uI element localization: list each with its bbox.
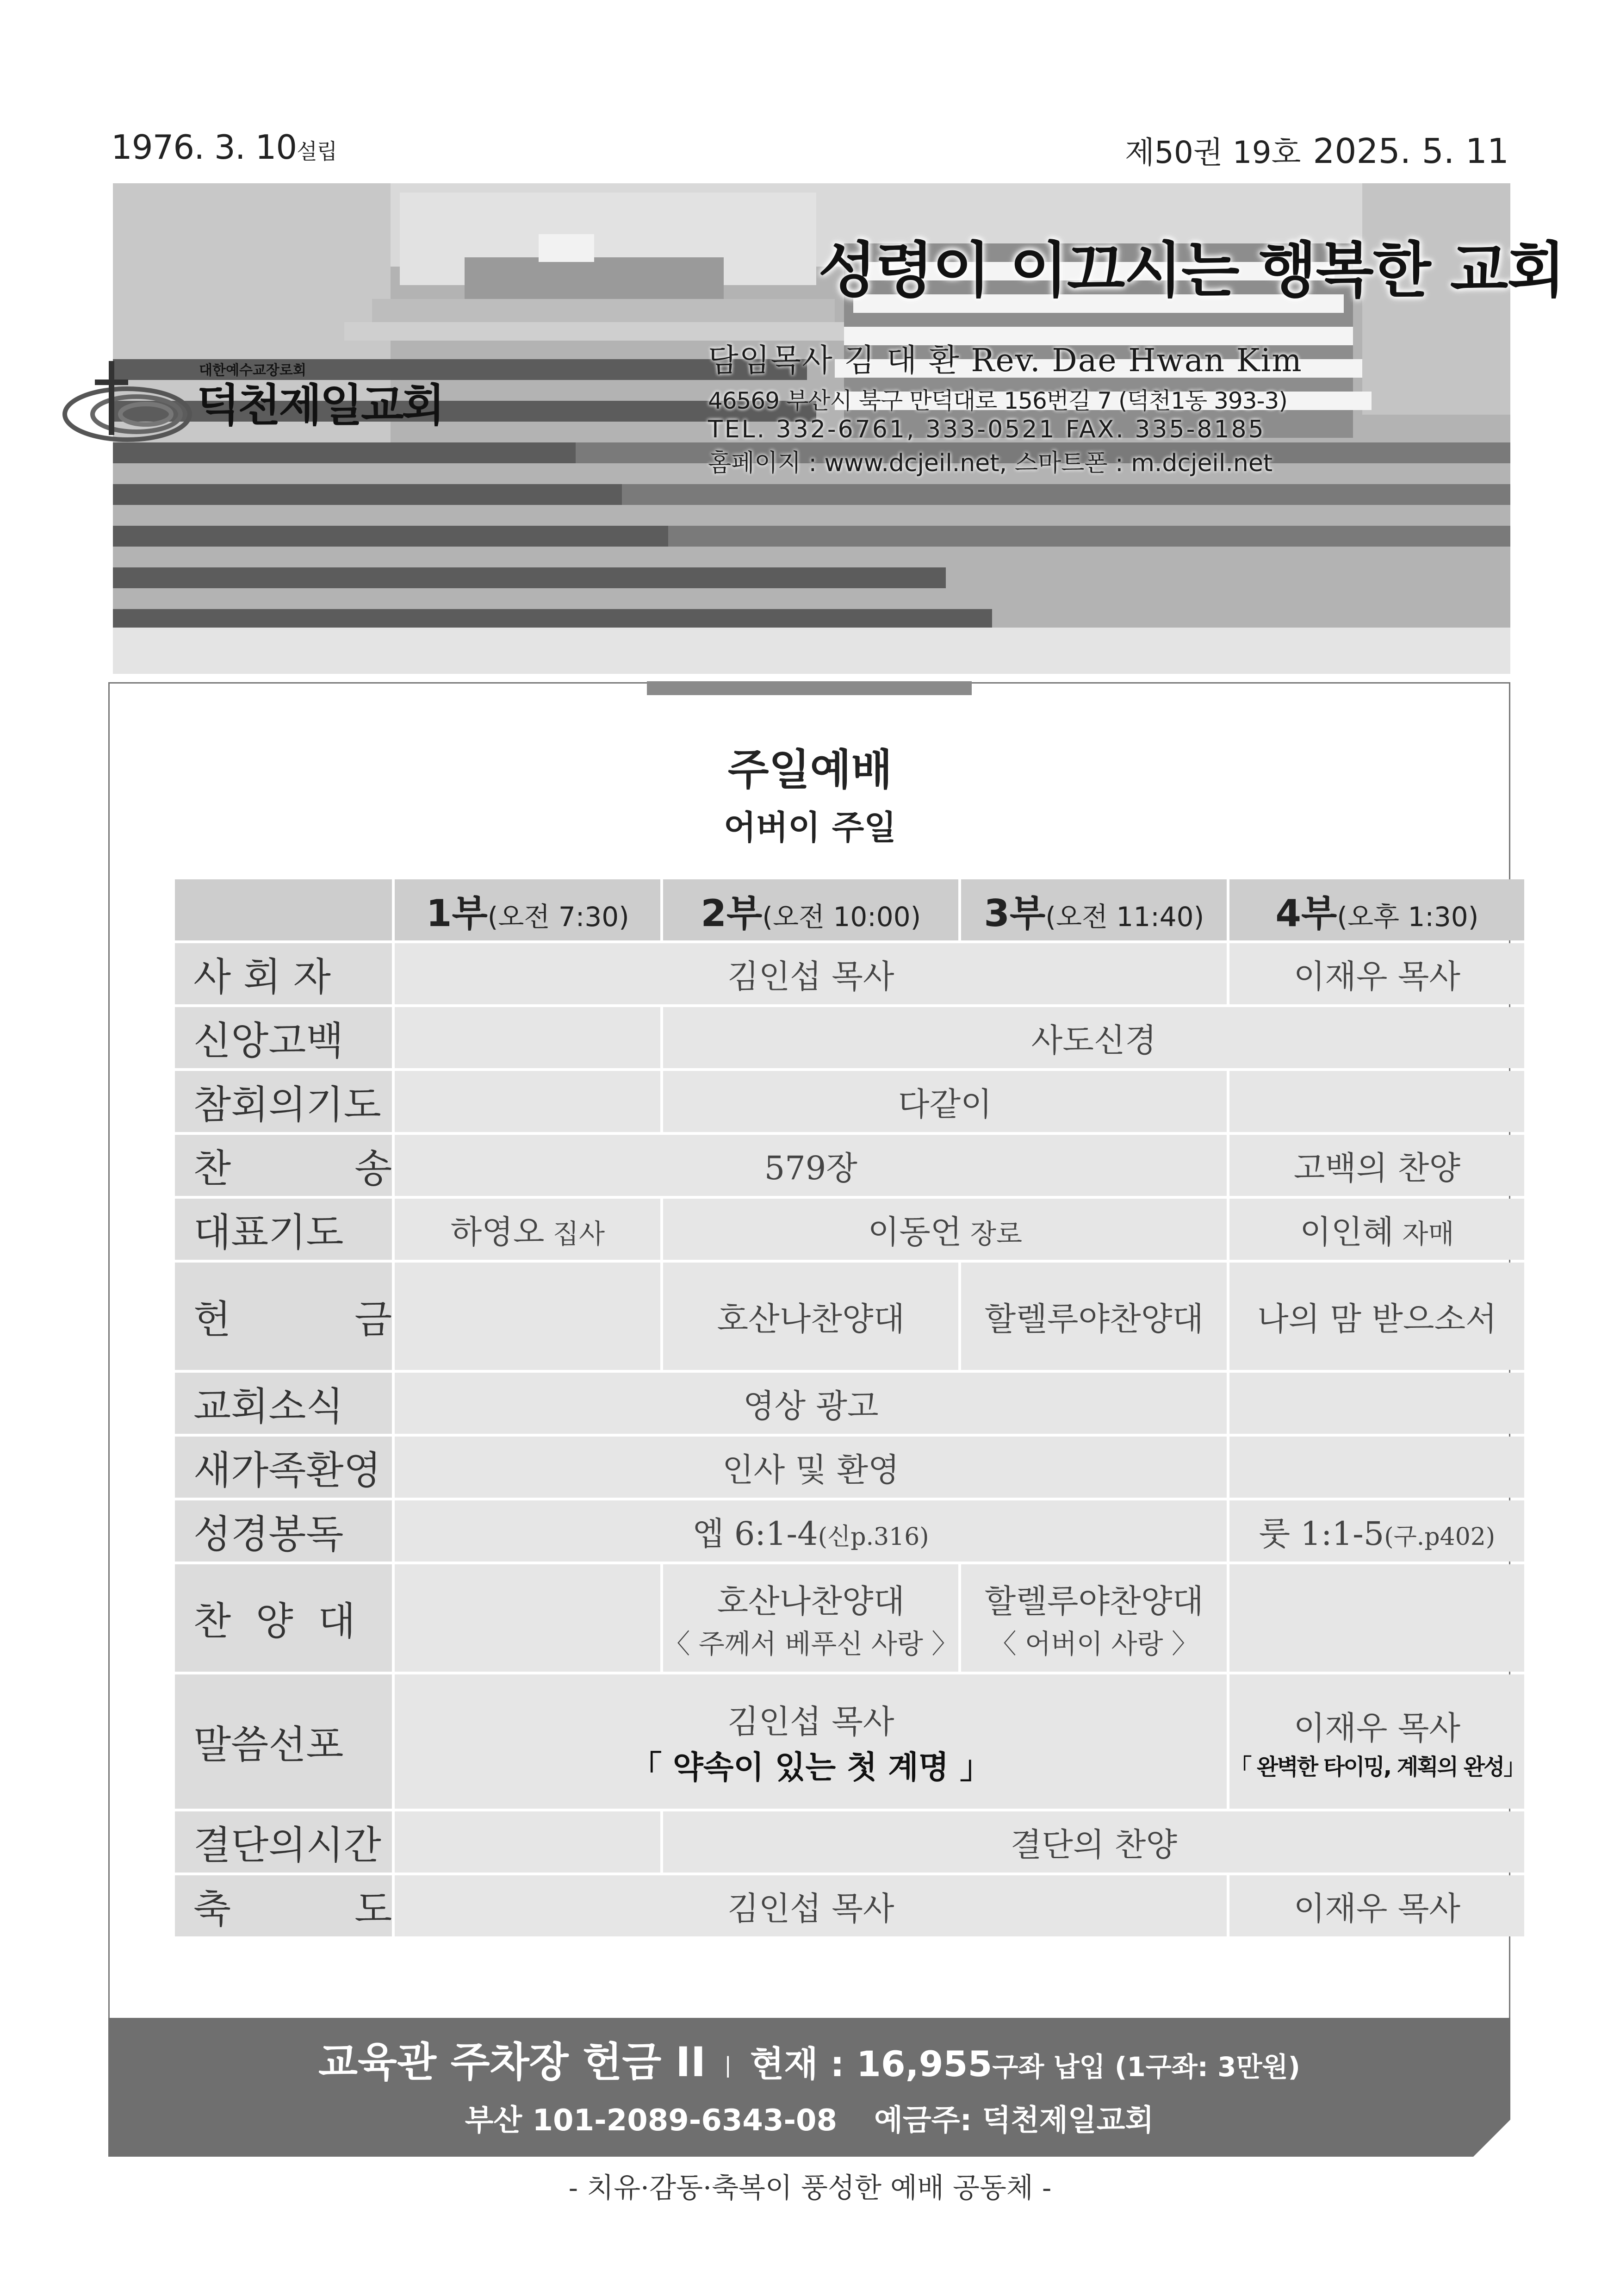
service-subtitle: 어버이 주일 (724, 808, 896, 847)
leader-main: 김인섭 목사 (395, 943, 1227, 1004)
table-header-row (175, 879, 1524, 940)
choir-p1 (395, 1564, 660, 1672)
row-label-blessing: 축 도 (175, 1875, 392, 1936)
hymn-main: 579장 (395, 1135, 1227, 1196)
row-label-sermon: 말씀선포 (175, 1674, 392, 1809)
offering-p4: 나의 맘 받으소서 (1229, 1263, 1524, 1370)
church-phone: TEL. 332-6761, 333-0521 FAX. 335-8185 (708, 416, 1266, 443)
prayer-main: 이동언 장로 (663, 1199, 1227, 1260)
sermon-title: 「 약속이 있는 첫 계명 」 (630, 1749, 992, 1786)
offering-p2: 호산나찬양대 (663, 1263, 958, 1370)
column-header-2: 2부(오전 10:00) (663, 879, 958, 940)
row-label-welcome: 새가족환영 (175, 1437, 392, 1498)
sermon-title-p4: 「 완벽한 타이밍, 계획의 완성」 (1229, 1754, 1525, 1780)
creed-p1 (395, 1007, 660, 1068)
repent-p4 (1229, 1071, 1524, 1132)
worship-schedule-table (172, 877, 1527, 1939)
news-p4 (1229, 1373, 1524, 1434)
table-row (175, 1263, 1524, 1370)
column-header-4: 4부(오후 1:30) (1229, 879, 1524, 940)
decision-p1 (395, 1811, 660, 1873)
offering-banner (108, 2018, 1510, 2157)
logo-church-name: 덕천제일교회 (197, 380, 443, 431)
row-label-leader: 사 회 자 (175, 943, 392, 1004)
decision-main: 결단의 찬양 (663, 1811, 1524, 1873)
church-info (708, 336, 1356, 478)
row-label-choir: 찬 양 대 (175, 1564, 392, 1672)
established-date: 1976. 3. 10설립 (111, 128, 337, 167)
header-corner (175, 879, 392, 940)
choir-p2: 호산나찬양대 〈 주께서 베푸신 사랑 〉 (663, 1564, 958, 1672)
repent-main: 다같이 (663, 1071, 1227, 1132)
table-row (175, 1674, 1524, 1809)
offering-p3: 할렐루야찬양대 (961, 1263, 1227, 1370)
table-row (175, 1437, 1524, 1498)
repent-p1 (395, 1071, 660, 1132)
row-label-prayer: 대표기도 (175, 1199, 392, 1260)
blessing-main: 김인섭 목사 (395, 1875, 1227, 1936)
table-row (175, 1373, 1524, 1434)
choir-p3: 할렐루야찬양대 〈 어버이 사랑 〉 (961, 1564, 1227, 1672)
row-label-decision: 결단의시간 (175, 1811, 392, 1873)
issue-info: 제50권 19호 2025. 5. 11 (1125, 131, 1509, 171)
hymn-p4: 고백의 찬양 (1229, 1135, 1524, 1196)
column-header-3: 3부(오전 11:40) (961, 879, 1227, 940)
offering-banner-main: 교육관 주차장 헌금 II | 현재 : 16,955구좌 납입 (1구좌: 3만원) (318, 2038, 1301, 2086)
church-slogan: 성령이 이끄시는 행복한 교회 (818, 235, 1564, 305)
column-header-1: 1부(오전 7:30) (395, 879, 660, 940)
table-row (175, 1564, 1524, 1672)
banner-corner-fold (1471, 2120, 1510, 2159)
prayer-p4: 이인혜 자매 (1229, 1199, 1524, 1260)
table-row (175, 1135, 1524, 1196)
choir-p4 (1229, 1564, 1524, 1672)
blessing-p4: 이재우 목사 (1229, 1875, 1524, 1936)
table-row (175, 1199, 1524, 1260)
table-row (175, 1071, 1524, 1132)
sermon-main: 김인섭 목사 「 약속이 있는 첫 계명 」 (395, 1674, 1227, 1809)
offering-p1 (395, 1263, 660, 1370)
row-label-reading: 성경봉독 (175, 1500, 392, 1562)
row-label-news: 교회소식 (175, 1373, 392, 1434)
service-title: 주일예배 (727, 745, 893, 795)
welcome-p4 (1229, 1437, 1524, 1498)
church-homepage: 홈페이지 : www.dcjeil.net, 스마트폰 : m.dcjeil.net (708, 449, 1273, 477)
logo-denomination: 대한예수교장로회 (199, 362, 306, 379)
footer-motto: - 치유·감동·축복이 풍성한 예배 공동체 - (568, 2172, 1052, 2204)
table-row (175, 1500, 1524, 1562)
row-label-repent: 참회의기도 (175, 1071, 392, 1132)
prayer-p1: 하영오 집사 (395, 1199, 660, 1260)
welcome-main: 인사 및 환영 (395, 1437, 1227, 1498)
table-row (175, 943, 1524, 1004)
frame-tab (647, 681, 972, 695)
table-row (175, 1811, 1524, 1873)
reading-main: 엡 6:1-4(신p.316) (395, 1500, 1227, 1562)
reading-p4: 룻 1:1-5(구.p402) (1229, 1500, 1524, 1562)
leader-p4: 이재우 목사 (1229, 943, 1524, 1004)
offering-account: 부산 101-2089-6343-08 예금주: 덕천제일교회 (465, 2103, 1154, 2138)
church-address: 46569 부산시 북구 만덕대로 156번길 7 (덕천1동 393-3) (708, 387, 1287, 414)
sermon-p4: 이재우 목사 「 완벽한 타이밍, 계획의 완성」 (1229, 1674, 1524, 1809)
pastor-name: 담임목사 김 대 환 Rev. Dae Hwan Kim (708, 342, 1303, 379)
row-label-creed: 신앙고백 (175, 1007, 392, 1068)
creed-main: 사도신경 (663, 1007, 1524, 1068)
table-row (175, 1875, 1524, 1936)
row-label-offering: 헌 금 (175, 1263, 392, 1370)
row-label-hymn: 찬 송 (175, 1135, 392, 1196)
news-main: 영상 광고 (395, 1373, 1227, 1434)
table-row (175, 1007, 1524, 1068)
